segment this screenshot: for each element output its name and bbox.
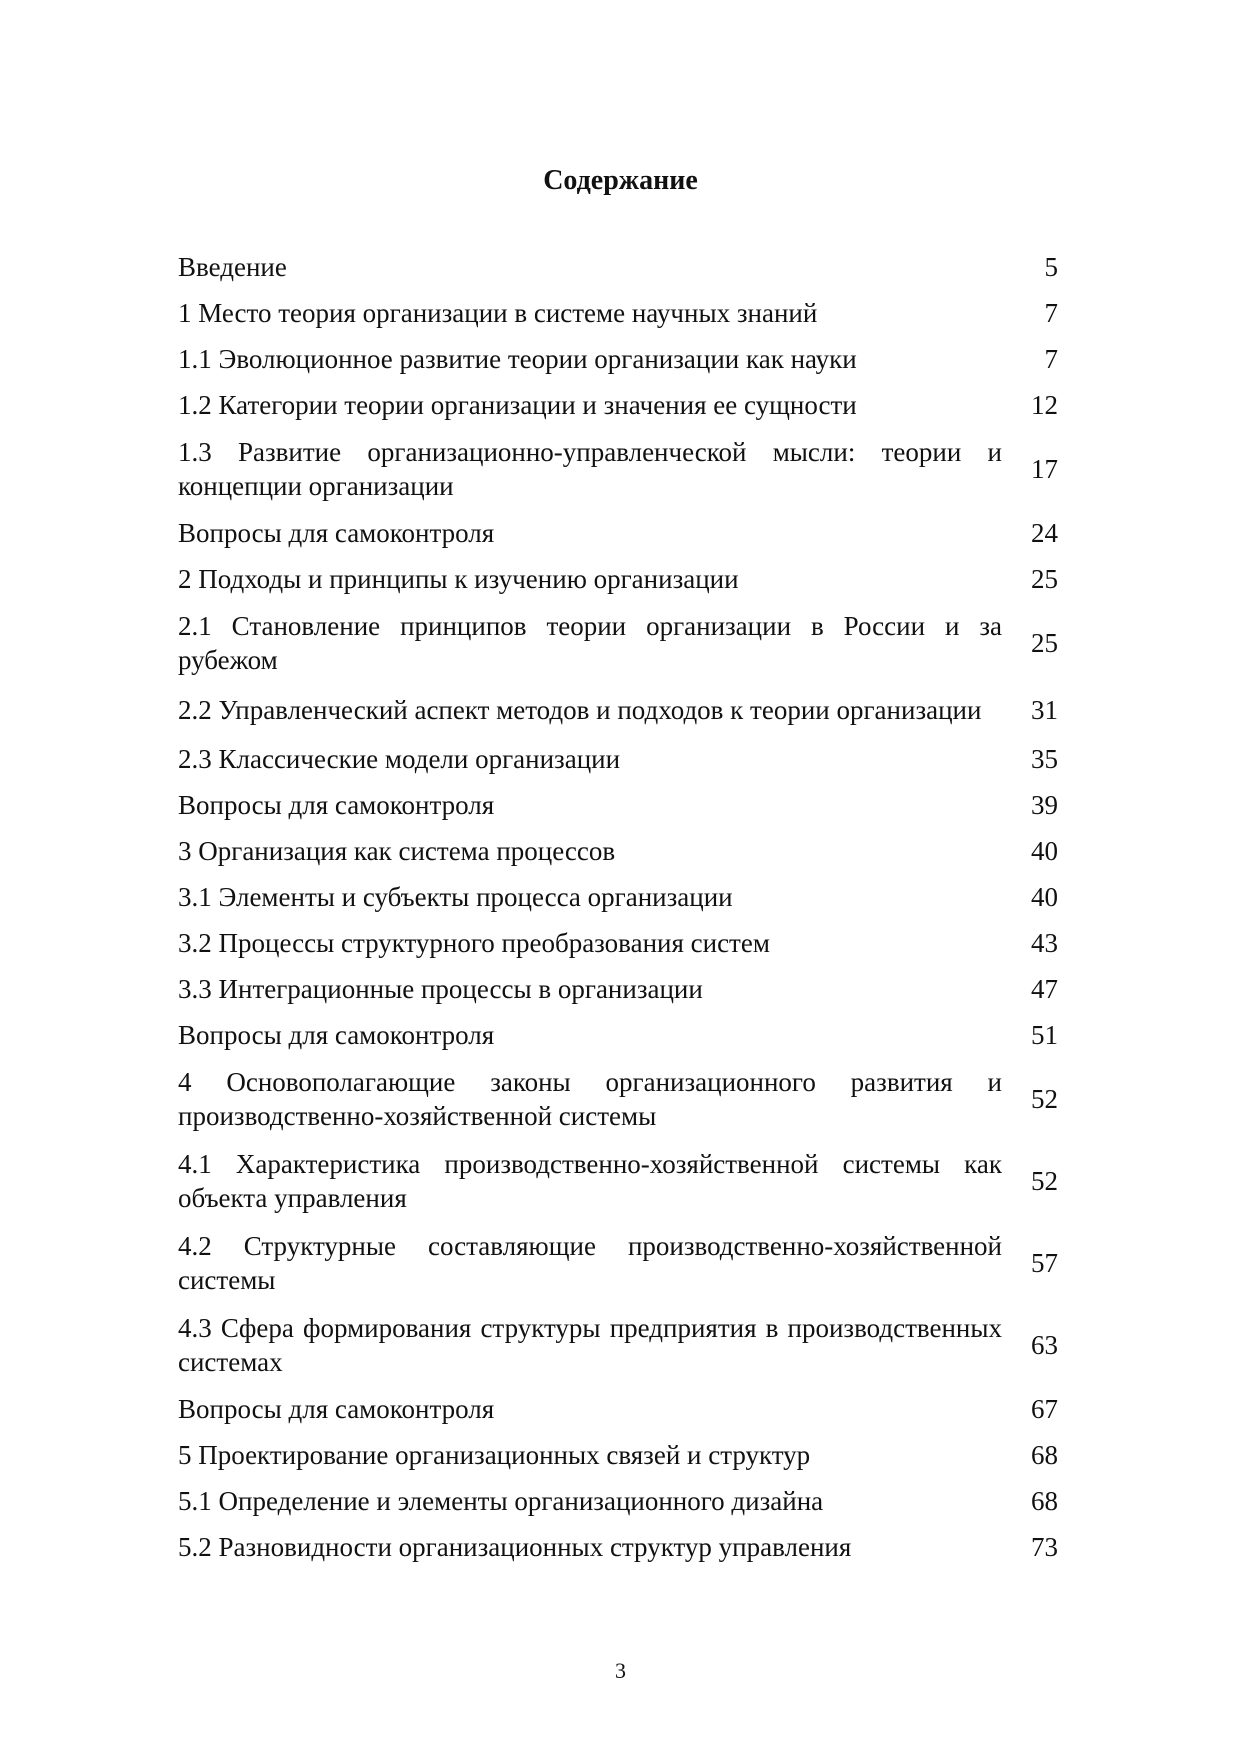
toc-entry-page: 73 — [1031, 1532, 1058, 1562]
toc-entry — [178, 684, 1060, 736]
toc-entry — [178, 828, 1060, 874]
toc-entry-label: 5.1 Определение и элементы организационного дизайна — [178, 1486, 824, 1516]
toc-entry-page: 52 — [1031, 1166, 1058, 1196]
toc-entry — [178, 1058, 1060, 1140]
toc-entry-page: 51 — [1031, 1020, 1058, 1050]
toc-entry-page: 47 — [1031, 974, 1058, 1004]
toc-entry-label: Введение — [178, 252, 287, 282]
toc-entry-page: 12 — [1031, 390, 1058, 420]
toc-entry-label: 1 Место теория организации в системе научных знаний — [178, 298, 818, 328]
toc-entry — [178, 336, 1060, 382]
toc-entry-page: 57 — [1031, 1248, 1058, 1278]
toc-entry-label: Вопросы для самоконтроля — [178, 790, 495, 820]
toc-title: Содержание — [543, 165, 698, 196]
toc-entry-label: 2.1 Становление принципов теории организации в России и за рубежом — [178, 611, 1002, 675]
page-number: 3 — [615, 1658, 626, 1683]
toc-entry-label: 2.2 Управленческий аспект методов и подходов к теории организации — [178, 695, 982, 725]
toc-entry — [178, 1524, 1060, 1570]
toc-entry-page: 63 — [1031, 1330, 1058, 1360]
toc-entry-label: 1.1 Эволюционное развитие теории организации как науки — [178, 344, 857, 374]
toc-entry-page: 68 — [1031, 1486, 1058, 1516]
toc-entry — [178, 1140, 1060, 1222]
toc-entry — [178, 1222, 1060, 1304]
toc-entry-page: 52 — [1031, 1084, 1058, 1114]
toc-entry — [178, 382, 1060, 428]
toc-entry — [178, 510, 1060, 556]
toc-entry-page: 40 — [1031, 882, 1058, 912]
toc-entry — [178, 1386, 1060, 1432]
toc-entry-page: 5 — [1044, 252, 1058, 282]
toc-entry-page: 31 — [1031, 695, 1058, 725]
toc-entry — [178, 602, 1060, 684]
table-of-contents — [178, 244, 1060, 1570]
toc-entry — [178, 1012, 1060, 1058]
toc-entry-page: 35 — [1031, 744, 1058, 774]
toc-entry-page: 39 — [1031, 790, 1058, 820]
toc-entry-page: 40 — [1031, 836, 1058, 866]
toc-entry-label: 2 Подходы и принципы к изучению организации — [178, 564, 739, 594]
toc-entry-page: 67 — [1031, 1394, 1058, 1424]
toc-entry — [178, 1432, 1060, 1478]
toc-entry — [178, 736, 1060, 782]
toc-entry — [178, 874, 1060, 920]
toc-entry-label: 2.3 Классические модели организации — [178, 744, 621, 774]
toc-entry-label: 4.3 Сфера формирования структуры предприятия в производственных системах — [178, 1313, 1002, 1377]
toc-entry-label: 5.2 Разновидности организационных структур управления — [178, 1532, 852, 1562]
toc-entry-page: 25 — [1031, 564, 1058, 594]
toc-entry-label: Вопросы для самоконтроля — [178, 518, 495, 548]
toc-entry-label: Вопросы для самоконтроля — [178, 1394, 495, 1424]
toc-entry — [178, 244, 1060, 290]
toc-entry-label: 1.3 Развитие организационно-управленческой мысли: теории и концепции организации — [178, 437, 1002, 501]
toc-entry-label: 5 Проектирование организационных связей и структур — [178, 1440, 811, 1470]
toc-entry-label: 3.2 Процессы структурного преобразования систем — [178, 928, 770, 958]
toc-entry — [178, 920, 1060, 966]
toc-entry — [178, 428, 1060, 510]
toc-entry — [178, 1478, 1060, 1524]
toc-entry-label: 3.1 Элементы и субъекты процесса организации — [178, 882, 733, 912]
toc-entry-page: 43 — [1031, 928, 1058, 958]
toc-entry-page: 7 — [1044, 344, 1058, 374]
toc-entry-label: 4.1 Характеристика производственно-хозяйственной системы как объекта управления — [178, 1149, 1002, 1213]
toc-entry-page: 24 — [1031, 518, 1058, 548]
toc-entry-page: 7 — [1044, 298, 1058, 328]
toc-entry-page: 17 — [1031, 454, 1058, 484]
toc-entry-page: 25 — [1031, 628, 1058, 658]
toc-entry — [178, 782, 1060, 828]
toc-entry-page: 68 — [1031, 1440, 1058, 1470]
toc-entry — [178, 556, 1060, 602]
toc-entry-label: 1.2 Категории теории организации и значения ее сущности — [178, 390, 857, 420]
toc-entry — [178, 290, 1060, 336]
toc-entry-label: Вопросы для самоконтроля — [178, 1020, 495, 1050]
toc-entry-label: 4 Основополагающие законы организационного развития и производственно-хозяйственной системы — [178, 1067, 1002, 1131]
toc-entry-label: 4.2 Структурные составляющие производственно-хозяйственной системы — [178, 1231, 1002, 1295]
toc-entry — [178, 966, 1060, 1012]
toc-entry-label: 3.3 Интеграционные процессы в организации — [178, 974, 703, 1004]
toc-entry-label: 3 Организация как система процессов — [178, 836, 616, 866]
toc-entry — [178, 1304, 1060, 1386]
